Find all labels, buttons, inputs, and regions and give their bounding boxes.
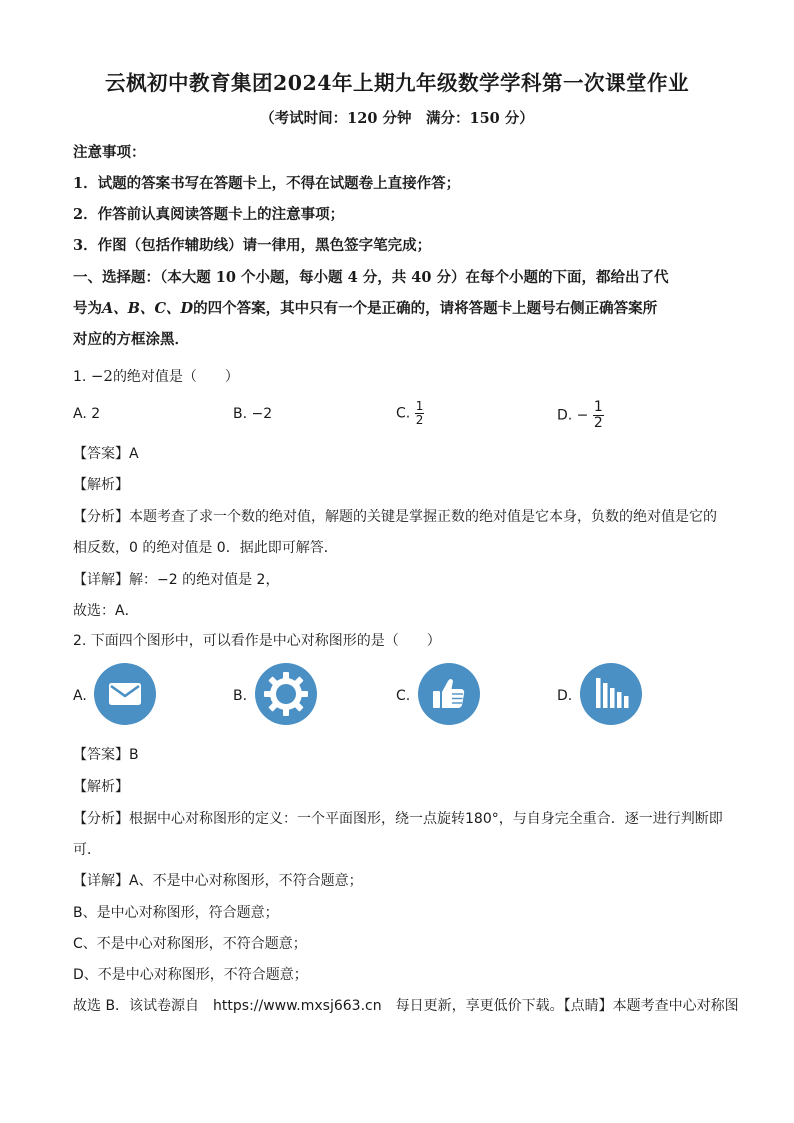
envelope-icon xyxy=(94,663,156,729)
q2-option-a-label: A. xyxy=(73,688,87,704)
q2-option-c-label: C. xyxy=(396,688,411,704)
q1-option-d xyxy=(557,400,604,431)
q1-number: 1. xyxy=(73,369,87,385)
section-instructions-line-1: 一、选择题：（本大题 10 个小题，每小题 4 分，共 40 分）在每个小题的下面，都给出了代 xyxy=(73,269,669,286)
q1-option-c xyxy=(396,400,424,427)
bar-chart-icon xyxy=(580,663,642,729)
q1-option-a: A. 2 xyxy=(73,406,101,422)
fenxi-tag: 【分析】 xyxy=(73,509,129,525)
fenxi-text: 根据中心对称图形的定义：一个平面图形，绕一点旋转180°，与自身完全重合．逐一进行判断即 xyxy=(129,811,723,827)
q1-option-b: B. −2 xyxy=(233,406,273,422)
q2-line-c: C、不是中心对称图形，不符合题意； xyxy=(73,936,307,952)
answer-value: A xyxy=(129,446,139,462)
section-line2-letters: A、B、C、D xyxy=(102,300,194,317)
fenxi-tag: 【分析】 xyxy=(73,811,129,827)
answer-tag: 【答案】 xyxy=(73,446,129,462)
q2-footer-line: 故选 B．该试卷源自 https://www.mxsj663.cn 每日更新，享更低价下载。【点睛】本题考查中心对称图 xyxy=(73,998,739,1014)
q2-fenxi-line-1 xyxy=(73,808,723,828)
detail-tag: 【详解】 xyxy=(73,572,129,588)
q1-analysis-tag: 【解析】 xyxy=(73,477,129,493)
page-title: 云枫初中教育集团2024年上期九年级数学学科第一次课堂作业 xyxy=(104,71,690,95)
q2-detail xyxy=(73,870,363,890)
notice-heading: 注意事项： xyxy=(73,144,146,161)
q2-analysis-tag: 【解析】 xyxy=(73,779,129,795)
q1-option-c-fraction xyxy=(415,400,425,427)
section-line2-prefix: 号为 xyxy=(73,300,102,317)
q1-option-d-label: D. − xyxy=(557,407,589,424)
section-line2-suffix: 的四个答案，其中只有一个是正确的，请将答题卡上题号右侧正确答案所 xyxy=(193,300,658,317)
q1-fenxi-line-1 xyxy=(73,506,717,526)
q1-math: −2 xyxy=(90,367,113,385)
q2-fenxi-line-2: 可． xyxy=(73,842,101,858)
q2-option-b-label: B. xyxy=(233,688,248,704)
notice-item-3: 3．作图（包括作辅助线）请一律用，黑色签字笔完成； xyxy=(73,237,432,254)
answer-value: B xyxy=(129,747,139,763)
detail-text: A、不是中心对称图形，不符合题意； xyxy=(129,873,363,889)
q1-stem xyxy=(73,366,239,386)
notice-item-2: 2．作答前认真阅读答题卡上的注意事项； xyxy=(73,206,345,223)
q2-answer xyxy=(73,744,139,764)
q1-detail xyxy=(73,569,279,589)
answer-tag: 【答案】 xyxy=(73,747,129,763)
fenxi-text: 本题考查了求一个数的绝对值，解题的关键是掌握正数的绝对值是它本身，负数的绝对值是它的 xyxy=(129,509,717,525)
q2-line-d: D、不是中心对称图形，不符合题意； xyxy=(73,967,308,983)
q1-fenxi-line-2: 相反数，0 的绝对值是 0．据此即可解答． xyxy=(73,540,338,556)
q1-stem-text: 的绝对值是（ ） xyxy=(112,369,239,385)
thumbs-up-icon xyxy=(418,663,480,729)
fraction-numerator: 1 xyxy=(593,399,603,415)
q1-choose: 故选：A． xyxy=(73,603,139,619)
q2-line-b: B、是中心对称图形，符合题意； xyxy=(73,905,279,921)
q2-option-d-label: D. xyxy=(557,688,573,704)
fraction-denominator: 2 xyxy=(415,413,424,427)
q1-answer xyxy=(73,443,139,463)
exam-info: （考试时间：120 分钟 满分：150 分） xyxy=(260,110,534,127)
detail-text: 解：−2 的绝对值是 2， xyxy=(129,572,280,588)
section-instructions-line-3: 对应的方框涂黑． xyxy=(73,331,189,348)
q2-stem: 2. 下面四个图形中，可以看作是中心对称图形的是（ ） xyxy=(73,633,441,649)
fraction-numerator: 1 xyxy=(415,399,424,413)
detail-tag: 【详解】 xyxy=(73,873,129,889)
section-instructions-line-2 xyxy=(73,297,657,318)
fraction-denominator: 2 xyxy=(593,415,603,431)
notice-item-1: 1．试题的答案书写在答题卡上，不得在试题卷上直接作答； xyxy=(73,175,461,192)
gear-icon xyxy=(255,663,317,729)
q1-option-c-label: C. xyxy=(396,405,411,422)
q1-option-d-fraction xyxy=(593,400,604,431)
